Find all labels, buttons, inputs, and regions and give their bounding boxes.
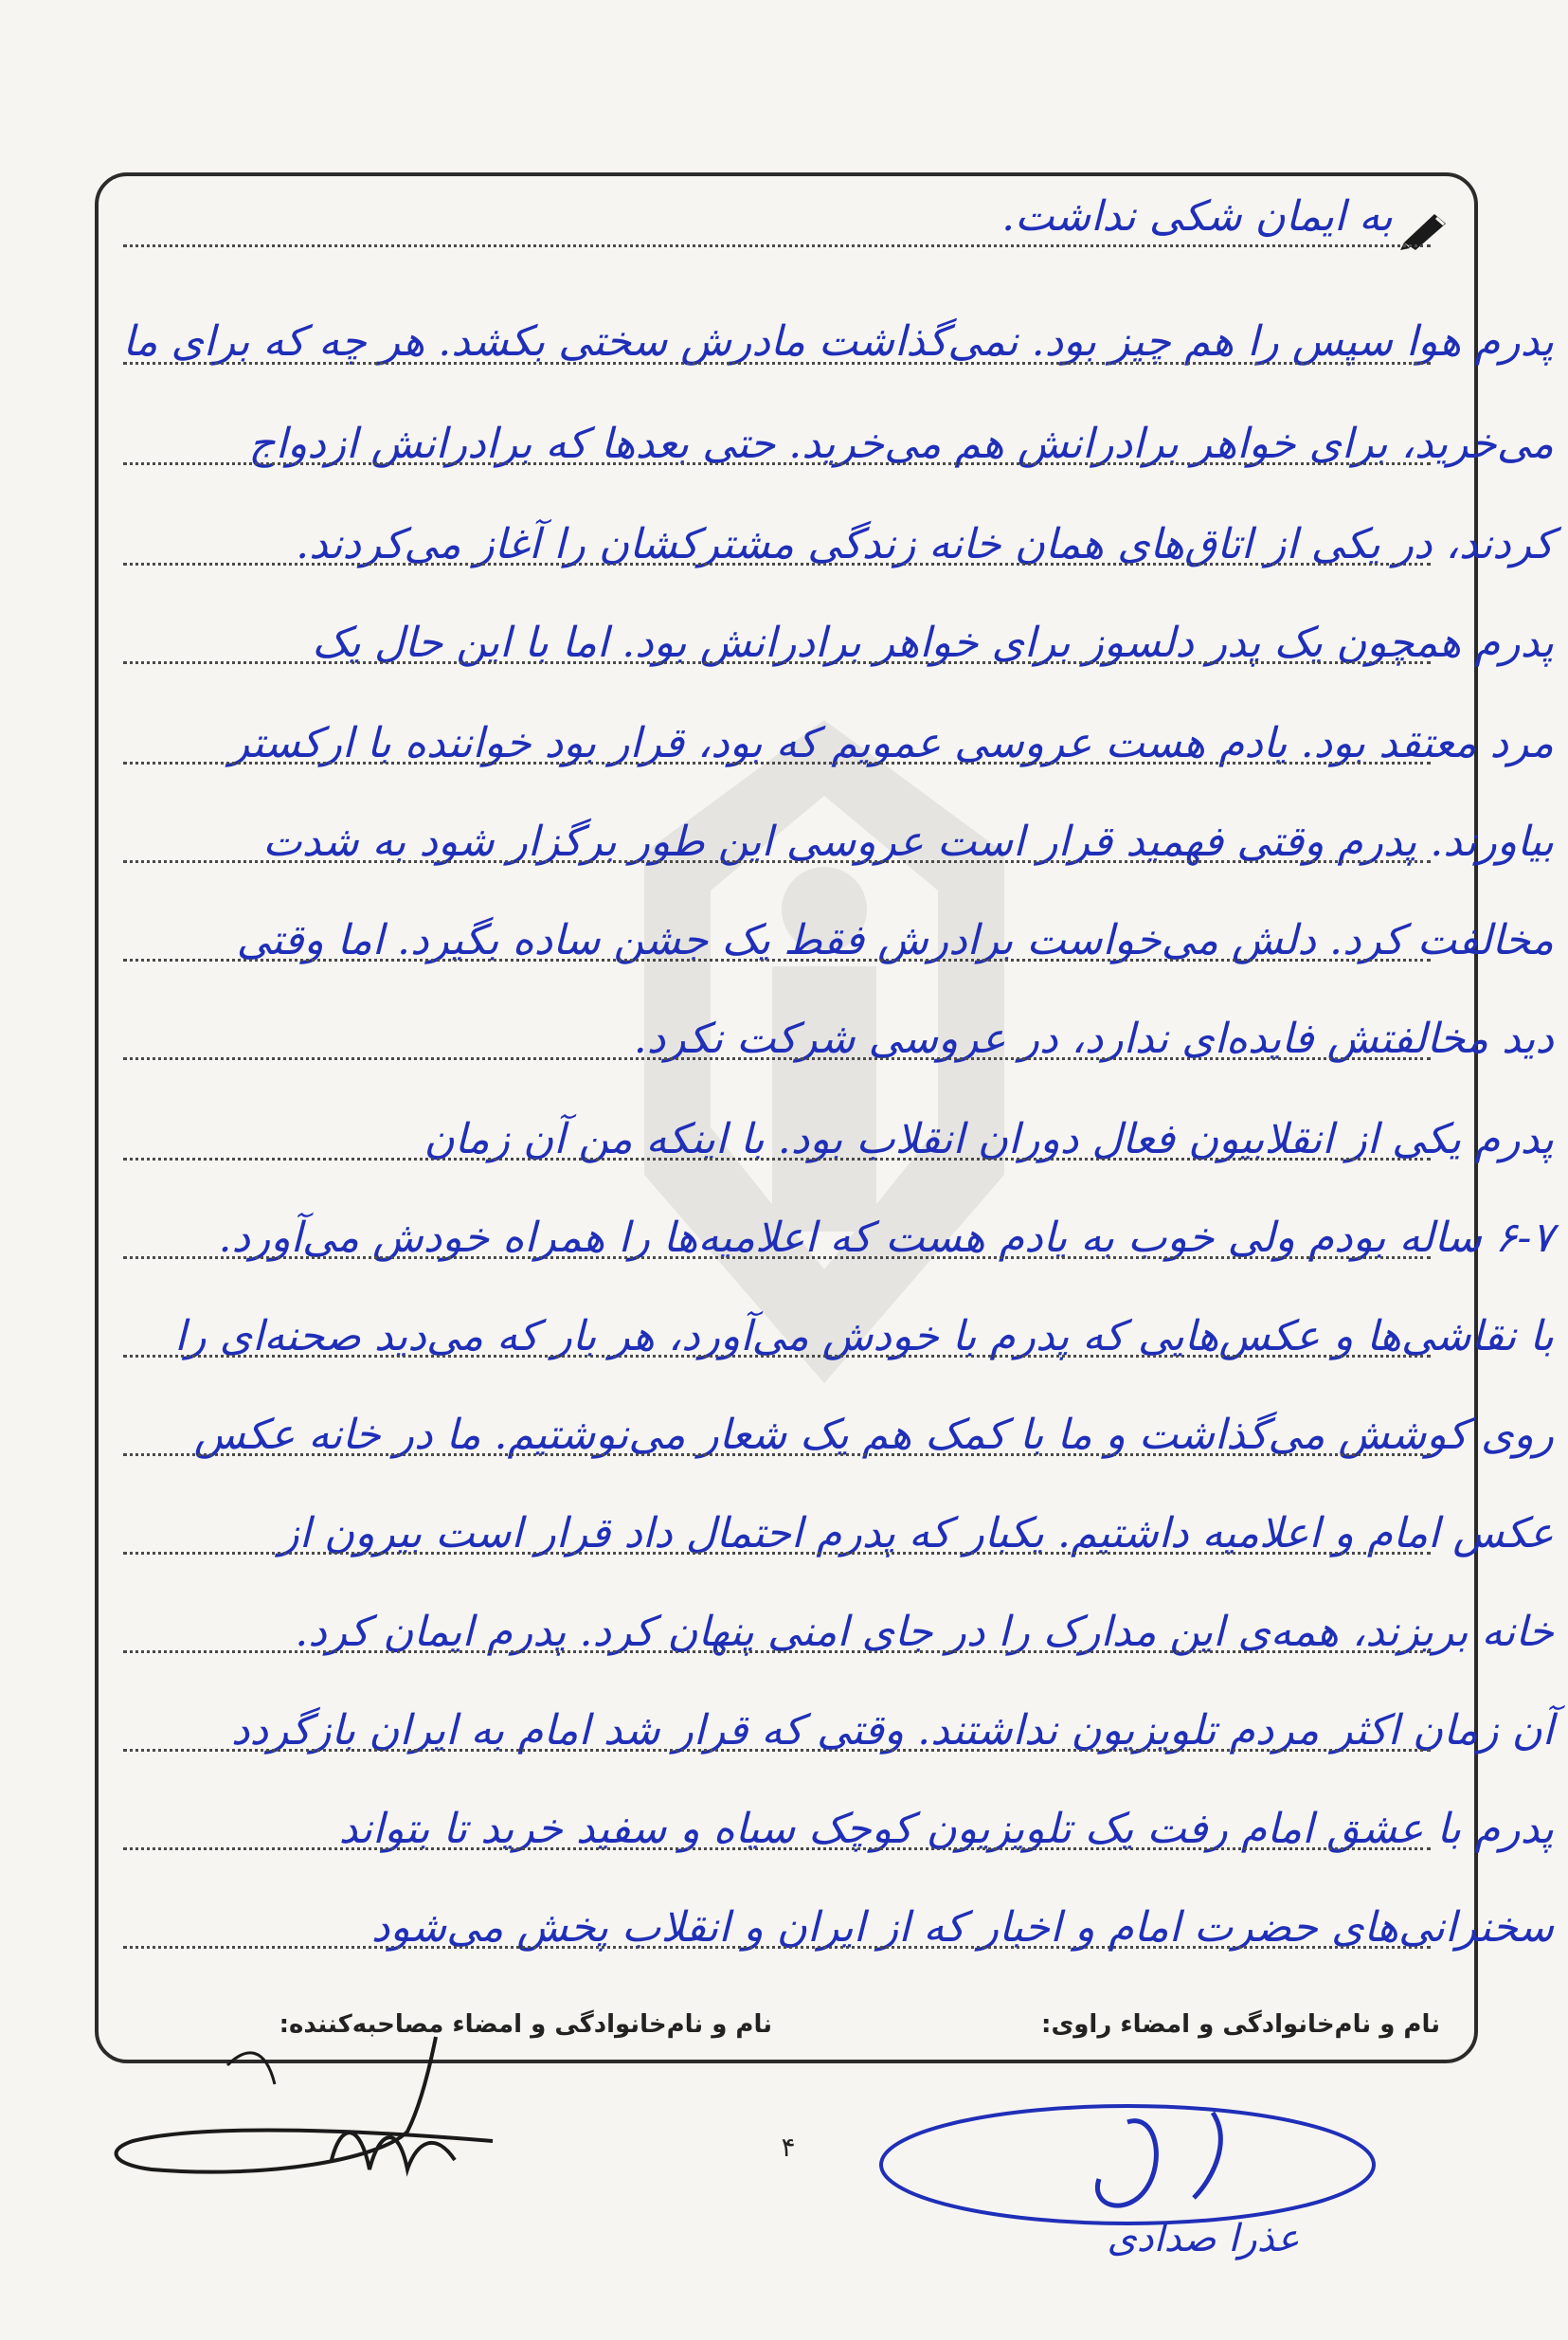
handwritten-line: بیاورند. پدرم وقتی فهمید قرار است عروسی این طور برگزار شود به شدت [262,818,1554,866]
ruled-line [123,1946,1431,1949]
ruled-line [123,563,1431,566]
handwritten-line: ۶-۷ ساله بودم ولی خوب به یادم هست که اعلامیه‌ها را همراه خودش می‌آورد. [218,1214,1554,1262]
ruled-line [123,462,1431,465]
ruled-line [123,1552,1431,1555]
handwritten-line: روی کوشش می‌گذاشت و ما با کمک هم یک شعار می‌نوشتیم. ما در خانه عکس [193,1411,1554,1459]
page-number: ۴ [781,2132,796,2163]
handwritten-line: پدرم با عشق امام رفت یک تلویزیون کوچک سیاه و سفید خرید تا بتواند [338,1805,1554,1853]
interviewee-signature [95,2027,550,2198]
handwritten-line: دید مخالفتش فایده‌ای ندارد، در عروسی شرکت نکرد. [633,1015,1554,1063]
handwritten-line: کردند، در یکی از اتاق‌های همان خانه زندگی مشترکشان را آغاز می‌کردند. [296,520,1554,568]
interviewer-name: عذرا صدادی [1107,2217,1300,2260]
handwritten-line: به ایمان شکی نداشت. [1001,192,1393,241]
ruled-line [123,661,1431,664]
ruled-line [123,362,1431,365]
handwritten-line: عکس امام و اعلامیه داشتیم. یکبار که پدرم احتمال داد قرار است بیرون از [279,1509,1554,1557]
handwritten-line: پدرم هوا سپس را هم چیز بود. نمی‌گذاشت مادرش سختی بکشد. هر چه که برای ما [122,317,1554,366]
interviewee-signature-label: نام و نام‌خانوادگی و امضاء راوی: [1041,2010,1440,2039]
handwritten-line: پدرم یکی از انقلابیون فعال دوران انقلاب بود. با اینکه من آن زمان [424,1115,1554,1163]
ruled-line [123,1355,1431,1358]
ruled-line [123,1158,1431,1161]
handwritten-line: خانه بریزند، همه‌ی این مدارک را در جای امنی پنهان کرد. پدرم ایمان کرد. [295,1608,1554,1656]
interviewer-signature [872,2094,1383,2236]
handwritten-line: مخالفت کرد. دلش می‌خواست برادرش فقط یک جشن ساده بگیرد. اما وقتی [236,916,1554,964]
ruled-line [123,860,1431,863]
ruled-line [123,1847,1431,1850]
handwritten-line: آن زمان اکثر مردم تلویزیون نداشتند. وقتی که قرار شد امام به ایران بازگردد [230,1706,1554,1755]
ruled-line [123,1256,1431,1259]
ruled-line [123,762,1431,765]
ruled-line [123,1057,1431,1060]
handwritten-line: مرد معتقد بود. یادم هست عروسی عمویم که بود، قرار بود خواننده با ارکستر [228,719,1554,767]
ruled-line [123,1650,1431,1653]
handwritten-line: می‌خرید، برای خواهر برادرانش هم می‌خرید. حتی بعدها که برادرانش ازدواج [248,420,1554,468]
handwritten-line: پدرم همچون یک پدر دلسوز برای خواهر برادرانش بود. اما با این حال یک [312,619,1554,667]
ruled-line [123,959,1431,962]
ruled-line [123,1749,1431,1752]
ruled-line [123,244,1431,247]
handwritten-line: سخنرانی‌های حضرت امام و اخبار که از ایران و انقلاب پخش می‌شود [370,1903,1554,1952]
ruled-line [123,1453,1431,1456]
handwritten-line: با نقاشی‌ها و عکس‌هایی که پدرم با خودش می‌آورد، هر بار که می‌دید صحنه‌ای را [174,1312,1554,1360]
interviewer-signature-label: نام و نام‌خانوادگی و امضاء مصاحبه‌کننده: [279,2010,772,2039]
